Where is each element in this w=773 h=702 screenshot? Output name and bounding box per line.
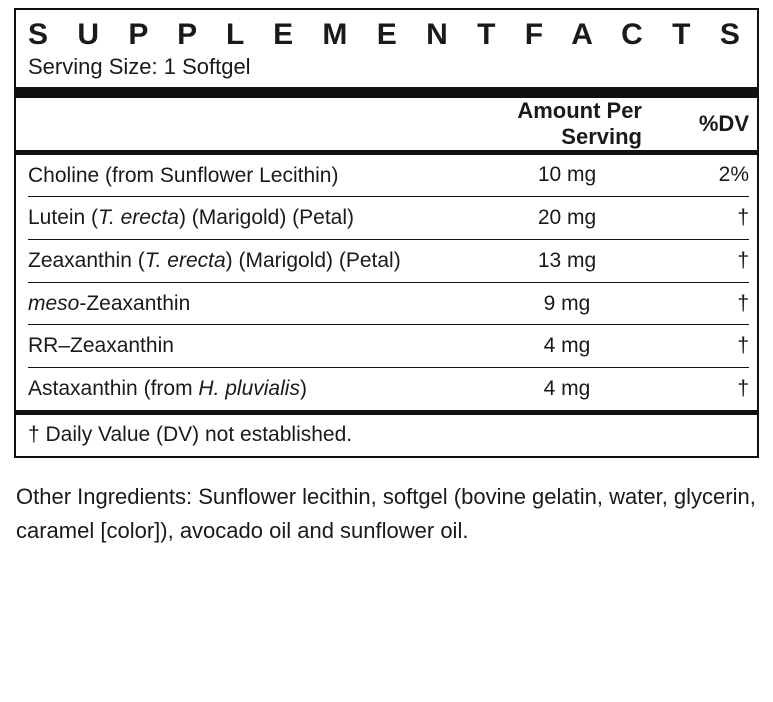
nutrient-amount: 9 mg bbox=[482, 282, 652, 325]
nutrient-dv: † bbox=[652, 197, 749, 240]
column-header-amount: Amount Per Serving bbox=[517, 97, 642, 149]
divider-thick-top bbox=[16, 87, 757, 98]
daily-value-footnote: † Daily Value (DV) not established. bbox=[28, 422, 353, 446]
supplement-facts-panel bbox=[14, 8, 759, 458]
nutrient-dv: † bbox=[652, 368, 749, 410]
nutrient-amount: 10 mg bbox=[537, 163, 597, 187]
table-row bbox=[28, 325, 749, 368]
nutrient-name-post: ) (Marigold) (Petal) bbox=[225, 248, 401, 272]
other-ingredients-text: Other Ingredients: Sunflower lecithin, softgel (bovine gelatin, water, glycerin, caramel [color]), avocado oil and sunflower oil. bbox=[16, 484, 756, 543]
nutrient-dv: † bbox=[652, 239, 749, 282]
nutrient-name-pre: Lutein ( bbox=[28, 206, 99, 230]
nutrient-amount: 4 mg bbox=[482, 325, 652, 368]
nutrient-name-italic: T. erecta bbox=[144, 248, 226, 272]
nutrient-name-italic: T. erecta bbox=[98, 206, 179, 230]
nutrient-amount: 13 mg bbox=[482, 239, 652, 282]
panel-footnote bbox=[16, 415, 757, 456]
table-row bbox=[28, 239, 749, 282]
nutrient-dv: † bbox=[652, 282, 749, 325]
nutrient-name: Choline (from Sunflower Lecithin) bbox=[28, 163, 339, 187]
nutrition-table bbox=[28, 98, 749, 150]
supplement-facts-title: S U P P L E M E N T F A C T S bbox=[28, 18, 751, 51]
nutrient-name bbox=[28, 368, 482, 410]
table-row bbox=[28, 197, 749, 240]
panel-rows bbox=[16, 155, 757, 410]
serving-size-text: Serving Size: 1 Softgel bbox=[28, 54, 251, 79]
nutrient-rows-table bbox=[28, 155, 749, 410]
table-row bbox=[28, 155, 749, 197]
panel-body bbox=[16, 98, 757, 150]
panel-header bbox=[16, 10, 757, 87]
nutrient-name-italic: meso bbox=[28, 291, 80, 315]
nutrient-name bbox=[28, 197, 482, 240]
table-row bbox=[28, 282, 749, 325]
nutrient-name-pre: Zeaxanthin ( bbox=[28, 248, 145, 272]
nutrient-name: RR–Zeaxanthin bbox=[28, 325, 482, 368]
nutrient-amount: 20 mg bbox=[482, 197, 652, 240]
nutrient-name-pre: Astaxanthin (from bbox=[28, 377, 199, 401]
nutrient-name-post: ) (Marigold) (Petal) bbox=[178, 206, 355, 230]
nutrient-name-italic: H. pluvialis bbox=[198, 377, 300, 401]
nutrient-name-post: -Zeaxanthin bbox=[79, 291, 191, 315]
nutrient-dv: 2% bbox=[718, 163, 749, 187]
table-row bbox=[28, 368, 749, 410]
column-header-dv: %DV bbox=[698, 110, 749, 136]
nutrient-name-post: ) bbox=[299, 377, 307, 401]
nutrient-name bbox=[28, 282, 482, 325]
nutrient-name bbox=[28, 239, 482, 282]
nutrient-amount: 4 mg bbox=[482, 368, 652, 410]
column-header-nutrient bbox=[28, 98, 482, 150]
nutrient-dv: † bbox=[652, 325, 749, 368]
table-header-row bbox=[28, 98, 749, 150]
